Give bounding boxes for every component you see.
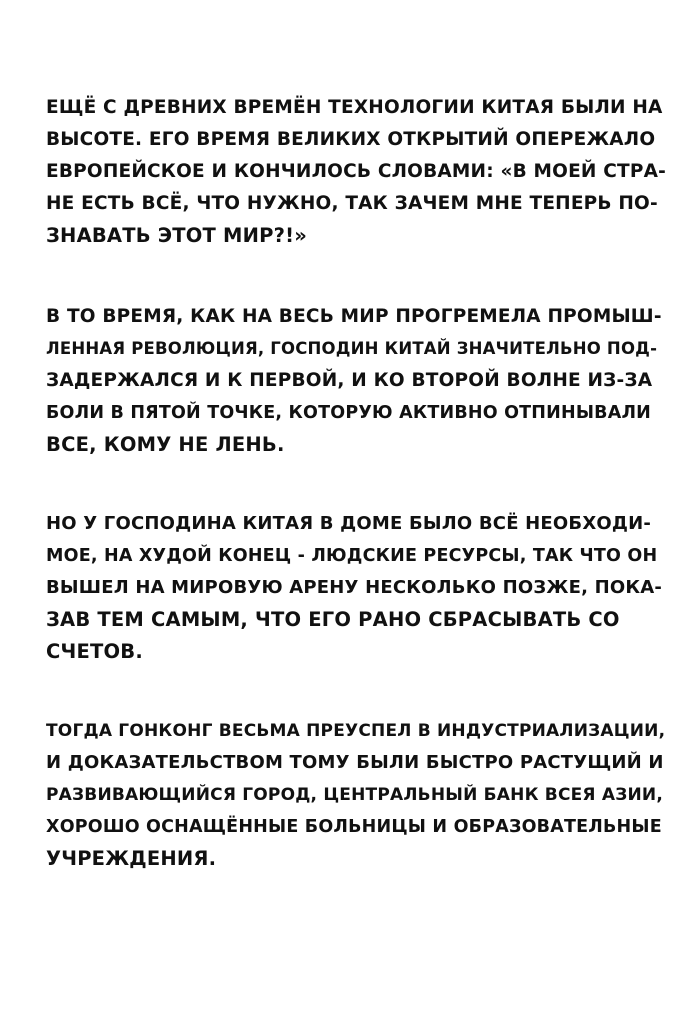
text-line: ЗНАВАТЬ ЭТОТ МИР?!» — [46, 224, 308, 247]
text-line: СЧЕТОВ. — [46, 640, 143, 663]
text-line: МОЕ, НА ХУДОЙ КОНЕЦ - ЛЮДСКИЕ РЕСУРСЫ, ТАК ЧТО ОН — [46, 546, 658, 566]
text-line: ЕЩЁ С ДРЕВНИХ ВРЕМЁН ТЕХНОЛОГИИ КИТАЯ БЫЛИ НА — [46, 97, 663, 118]
text-line: ХОРОШО ОСНАЩЁННЫЕ БОЛЬНИЦЫ И ОБРАЗОВАТЕЛЬНЫЕ — [46, 817, 662, 837]
text-line: ЛЕННАЯ РЕВОЛЮЦИЯ, ГОСПОДИН КИТАЙ ЗНАЧИТЕЛЬНО ПОД- — [46, 339, 658, 358]
paragraph-china-technology — [46, 92, 666, 252]
text-line: ТОГДА ГОНКОНГ ВЕСЬМА ПРЕУСПЕЛ В ИНДУСТРИАЛИЗАЦИИ, — [46, 721, 666, 741]
text-line: ЗАДЕРЖАЛСЯ И К ПЕРВОЙ, И КО ВТОРОЙ ВОЛНЕ ИЗ-ЗА — [46, 370, 653, 391]
text-line: В ТО ВРЕМЯ, КАК НА ВЕСЬ МИР ПРОГРЕМЕЛА ПРОМЫШ- — [46, 306, 662, 327]
paragraph-hong-kong — [46, 715, 666, 875]
text-line: ВЫСОТЕ. ЕГО ВРЕМЯ ВЕЛИКИХ ОТКРЫТИЙ ОПЕРЕЖАЛО — [46, 129, 656, 150]
paragraph-world-arena — [46, 508, 666, 668]
text-line: ЗАВ ТЕМ САМЫМ, ЧТО ЕГО РАНО СБРАСЫВАТЬ СО — [46, 608, 620, 631]
text-line: ЕВРОПЕЙСКОЕ И КОНЧИЛОСЬ СЛОВАМИ: «В МОЕЙ СТРА- — [46, 161, 666, 182]
text-line: БОЛИ В ПЯТОЙ ТОЧКЕ, КОТОРУЮ АКТИВНО ОТПИНЫВАЛИ — [46, 403, 652, 423]
text-line: ВСЕ, КОМУ НЕ ЛЕНЬ. — [46, 433, 285, 456]
text-line: ВЫШЕЛ НА МИРОВУЮ АРЕНУ НЕСКОЛЬКО ПОЗЖЕ, ПОКА- — [46, 577, 663, 598]
text-line: УЧРЕЖДЕНИЯ. — [46, 847, 217, 870]
paragraph-industrial-revolution — [46, 301, 666, 461]
text-line: И ДОКАЗАТЕЛЬСТВОМ ТОМУ БЫЛИ БЫСТРО РАСТУЩИЙ И — [46, 752, 664, 773]
text-line: НЕ ЕСТЬ ВСЁ, ЧТО НУЖНО, ТАК ЗАЧЕМ МНЕ ТЕПЕРЬ ПО- — [46, 193, 658, 214]
text-line: РАЗВИВАЮЩИЙСЯ ГОРОД, ЦЕНТРАЛЬНЫЙ БАНК ВСЕЯ АЗИИ, — [46, 785, 663, 805]
text-line: НО У ГОСПОДИНА КИТАЯ В ДОМЕ БЫЛО ВСЁ НЕОБХОДИ- — [46, 513, 652, 534]
